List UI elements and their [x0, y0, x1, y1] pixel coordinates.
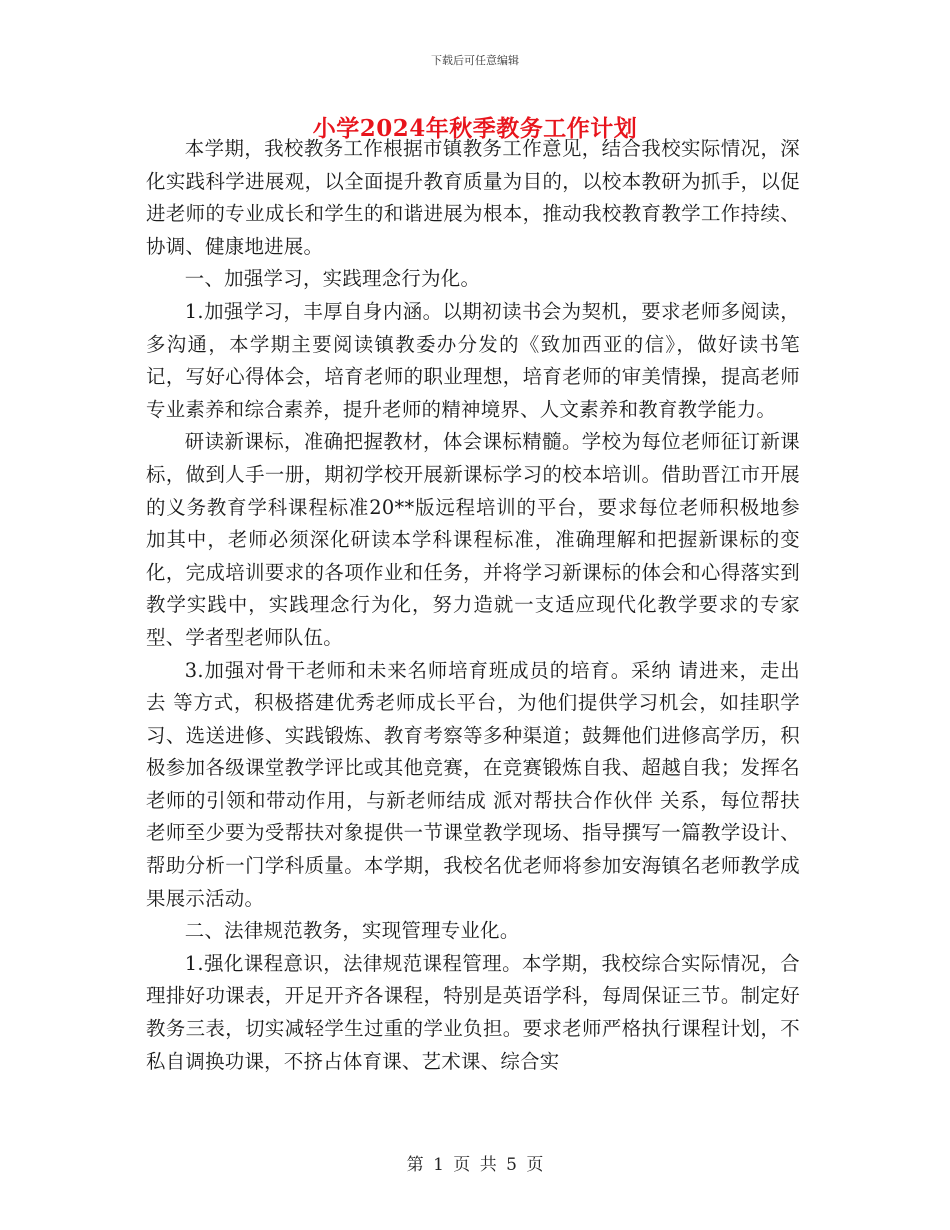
paragraph-curriculum-standard: 研读新课标，准确把握教材，体会课标精髓。学校为每位老师征订新课标，做到人手一册，期初学校开展新课标学习的校本培训。借助晋江市开展的义务教育学科课程标准20**版远程培训的平台，要求每位老师积极地参加其中，老师必须深化研读本学科课程标准，准确理解和把握新课标的变化，完成培训要求的各项作业和任务，并将学习新课标的体会和心得落实到教学实践中，实践理念行为化，努力造就一支适应现代化教学要求的专家型、学者型老师队伍。: [146, 430, 800, 649]
page-number: 第 1 页 共 5 页: [406, 1155, 544, 1175]
paragraph-item-3: 3.加强对骨干老师和未来名师培育班成员的培育。采纳 请进来，走出去 等方式，积极搭建优秀老师成长平台，为他们提供学习机会，如挂职学习、选送进修、实践锻炼、教育考察等多种渠道；鼓舞他们进修高学历，积极参加各级课堂教学评比或其他竞赛，在竞赛锻炼自我、超越自我；发挥名老师的引领和带动作用，与新老师结成 派对帮扶合作伙伴 关系，每位帮扶老师至少要为受帮扶对象提供一节课堂教学现场、指导撰写一篇教学设计、帮助分析一门学科质量。本学期，我校名优老师将参加安海镇名老师教学成果展示活动。: [146, 658, 800, 910]
section-heading-1: 一、加强学习，实践理念行为化。: [184, 267, 481, 291]
paragraph-intro: 本学期，我校教务工作根据市镇教务工作意见，结合我校实际情况，深化实践科学进展观，以全面提升教育质量为目的，以校本教研为抓手，以促进老师的专业成长和学生的和谐进展为根本，推动我校教育教学工作持续、协调、健康地进展。: [146, 137, 800, 258]
section-heading-2: 二、法律规范教务，实现管理专业化。: [184, 919, 520, 943]
paragraph-item-1: 1.加强学习，丰厚自身内涵。以期初读书会为契机，要求老师多阅读，多沟通，本学期主要阅读镇教委办分发的《致加西亚的信》，做好读书笔记，写好心得体会，培育老师的职业理想，培育老师的审美情操，提高老师专业素养和综合素养，提升老师的精神境界、人文素养和教育教学能力。: [146, 299, 800, 421]
document-body: [146, 133, 800, 1078]
document-title: 小学2024年秋季教务工作计划: [312, 115, 638, 142]
paragraph-course-management: 1.强化课程意识，法律规范课程管理。本学期，我校综合实际情况，合理排好功课表，开足开齐各课程，特别是英语学科，每周保证三节。制定好教务三表，切实减轻学生过重的学业负担。要求老师严格执行课程计划，不私自调换功课，不挤占体育课、艺术课、综合实: [146, 951, 800, 1073]
page-header-note: 下载后可任意编辑: [431, 54, 519, 67]
